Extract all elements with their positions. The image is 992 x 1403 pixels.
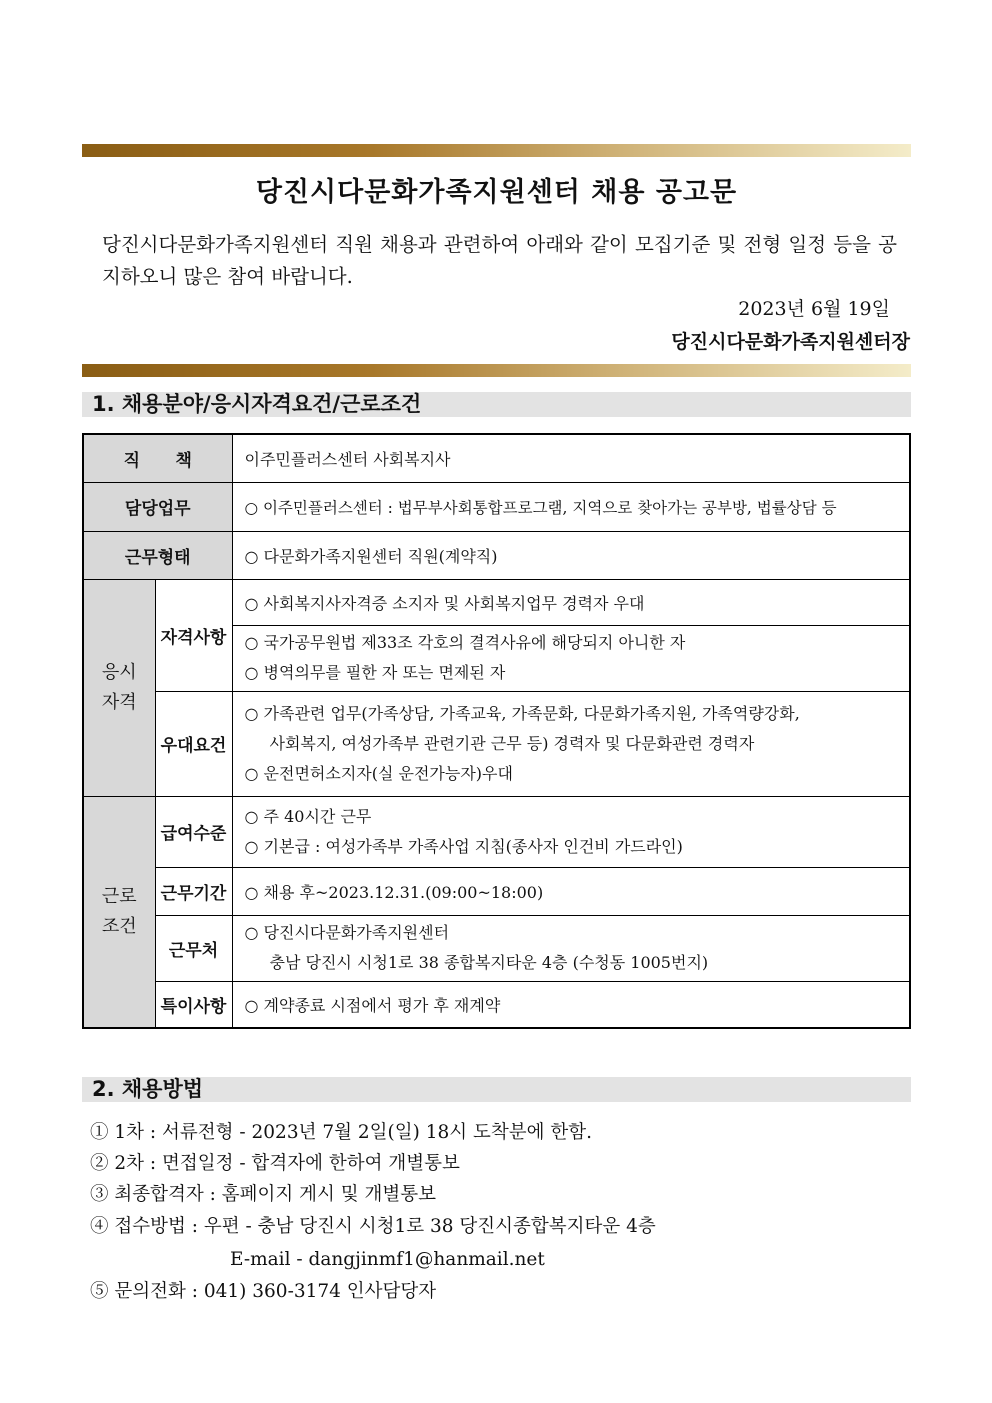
bottom-decorative-bar	[82, 364, 911, 377]
row-job	[83, 434, 910, 482]
method-item-4-email: E-mail - dangjinmf1@hanmail.net	[230, 1249, 545, 1270]
row-place	[83, 915, 910, 981]
pref-2: ○ 운전면허소지자(실 운전가능자)우대	[244, 763, 513, 783]
pref-label: 우대요건	[155, 691, 232, 796]
pay-cell	[232, 796, 910, 867]
pay-label: 급여수준	[155, 796, 232, 867]
page-title: 당진시다문화가족지원센터 채용 공고문	[255, 177, 738, 208]
special-label: 특이사항	[155, 981, 232, 1028]
signer: 당진시다문화가족지원센터장	[671, 331, 910, 353]
special-value: ○ 계약종료 시점에서 평가 후 재계약	[232, 981, 910, 1028]
pref-cell	[232, 691, 910, 796]
announcement-date: 2023년 6월 19일	[738, 298, 890, 320]
qual-label: 자격사항	[155, 579, 232, 691]
section-1-title: 1. 채용분야/응시자격요건/근로조건	[92, 392, 422, 416]
period-label: 근무기간	[155, 867, 232, 915]
job-label: 직 책	[83, 434, 232, 482]
place-label: 근무처	[155, 915, 232, 981]
section-2-header	[82, 1077, 911, 1102]
method-item-4: ④ 접수방법 : 우편 - 충남 당진시 시청1로 38 당진시종합복지타운 4층	[90, 1216, 656, 1237]
top-decorative-bar	[82, 144, 911, 157]
method-item-2: ② 2차 : 면접일정 - 합격자에 한하여 개별통보	[90, 1153, 460, 1174]
method-item-3: ③ 최종합격자 : 홈페이지 게시 및 개별통보	[90, 1184, 436, 1205]
type-value: ○ 다문화가족지원센터 직원(계약직)	[232, 531, 910, 579]
place-1: ○ 당진시다문화가족지원센터	[244, 923, 450, 942]
duty-label: 담당업무	[83, 482, 232, 531]
method-item-5: ⑤ 문의전화 : 041) 360-3174 인사담당자	[90, 1281, 437, 1302]
place-2: 충남 당진시 시청1로 38 종합복지타운 4층 (수청동 1005번지)	[269, 953, 709, 972]
period-value: ○ 채용 후~2023.12.31.(09:00~18:00)	[232, 867, 910, 915]
work-group-label: 근로 조건	[83, 796, 155, 1028]
type-label: 근무형태	[83, 531, 232, 579]
section-2-title: 2. 채용방법	[92, 1077, 204, 1101]
section-1-header	[82, 392, 911, 417]
qual-1: ○ 사회복지사자격증 소지자 및 사회복지업무 경력자 우대	[232, 579, 910, 625]
row-pref	[83, 691, 910, 796]
row-duty	[83, 482, 910, 531]
qual-2-cell	[232, 625, 910, 691]
job-value: 이주민플러스센터 사회복지사	[232, 434, 910, 482]
duty-value: ○ 이주민플러스센터 : 법무부사회통합프로그램, 지역으로 찾아가는 공부방, 법률상담 등	[232, 482, 910, 531]
recruitment-table	[82, 433, 911, 1029]
qual-2: ○ 국가공무원법 제33조 각호의 결격사유에 해당되지 아니한 자	[244, 633, 686, 652]
pay-1: ○ 주 40시간 근무	[244, 806, 372, 826]
row-type	[83, 531, 910, 579]
qual-3: ○ 병역의무를 필한 자 또는 면제된 자	[244, 663, 506, 682]
pref-1: ○ 가족관련 업무(가족상담, 가족교육, 가족문화, 다문화가족지원, 가족역량강화,	[244, 703, 800, 723]
pay-2: ○ 기본급 : 여성가족부 가족사업 지침(종사자 인건비 가드라인)	[244, 836, 683, 856]
row-pay	[83, 796, 910, 867]
row-qual-1	[83, 579, 910, 625]
qual-group-label: 응시 자격	[83, 579, 155, 796]
method-item-1: ① 1차 : 서류전형 - 2023년 7월 2일(일) 18시 도착분에 한함.	[90, 1122, 592, 1143]
row-period	[83, 867, 910, 915]
row-special	[83, 981, 910, 1028]
pref-1b: 사회복지, 여성가족부 관련기관 근무 등) 경력자 및 다문화관련 경력자	[269, 733, 755, 753]
place-cell	[232, 915, 910, 981]
intro-paragraph: 당진시다문화가족지원센터 직원 채용과 관련하여 아래와 같이 모집기준 및 전형 일정 등을 공지하오니 많은 참여 바랍니다.	[102, 233, 897, 288]
